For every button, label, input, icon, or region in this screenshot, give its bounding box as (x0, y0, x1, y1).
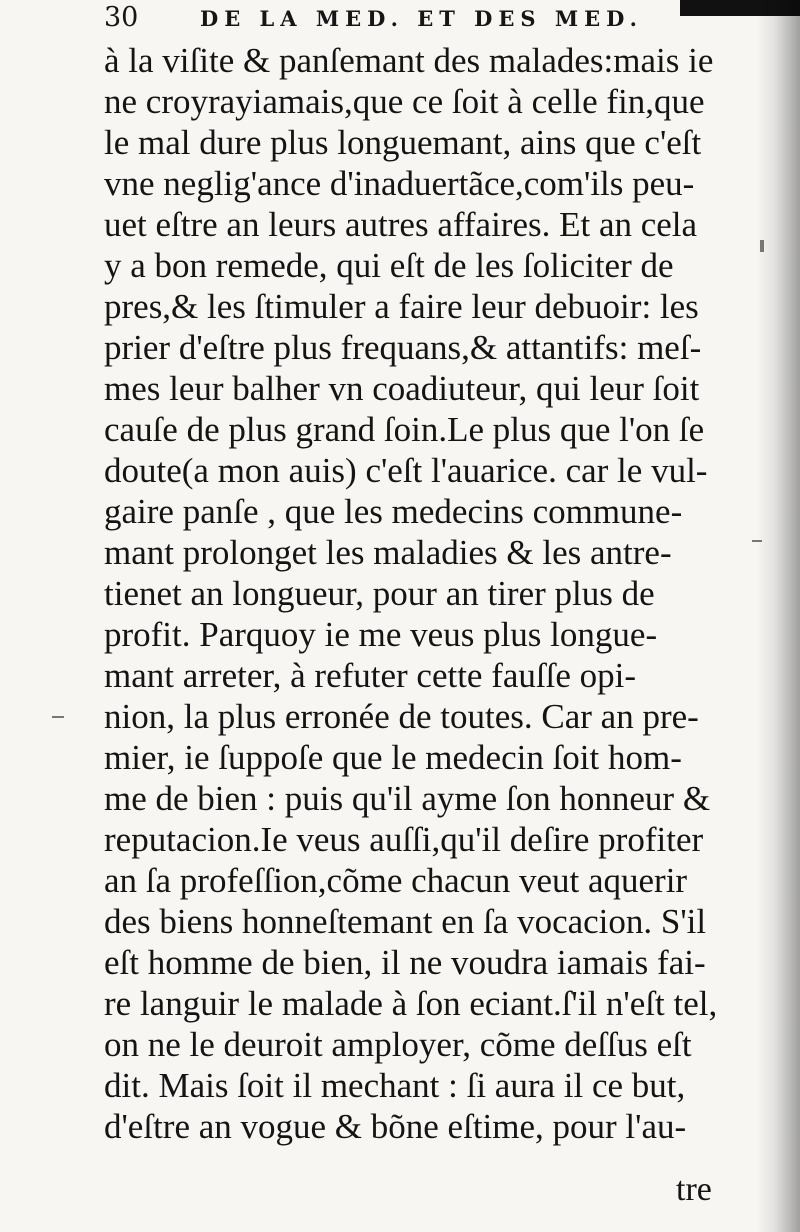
text-line: eſt homme de bien, il ne voudra iamais fai- (104, 943, 706, 982)
text-line: re languir le malade à ſon eciant.ſ'il n'eſt tel, (104, 984, 718, 1023)
text-line: on ne le deuroit amployer, cõme deſſus eſt (104, 1025, 692, 1064)
text-line: prier d'eſtre plus frequans,& attantifs: meſ- (104, 328, 702, 367)
text-line: mant arreter, à refuter cette fauſſe opi- (104, 656, 637, 695)
text-line: an ſa profeſſion,cõme chacun veut aquerir (104, 861, 688, 900)
margin-mark (52, 716, 64, 718)
text-line: gaire panſe , que les medecins commune- (104, 492, 683, 531)
running-head: DE LA MED. ET DES MED. (200, 6, 643, 31)
text-line: cauſe de plus grand ſoin.Le plus que l'on ſe (104, 410, 705, 449)
text-line: pres,& les ſtimuler a faire leur debuoir: les (104, 287, 699, 326)
text-line: doute(a mon auis) c'eſt l'auarice. car le vul- (104, 451, 708, 490)
text-line: à la viſite & panſemant des malades:mais ie (104, 41, 714, 80)
text-line: reputacion.Ie veus auſſi,qu'il deſire profiter (104, 820, 704, 859)
text-line: nion, la plus erronée de toutes. Car an pre- (104, 697, 699, 736)
text-line: vne neglig'ance d'inaduertãce,com'ils peu- (104, 164, 695, 203)
text-line: me de bien : puis qu'il ayme ſon honneur & (104, 779, 711, 818)
catchword: tre (676, 1171, 712, 1208)
text-line: des biens honneſtemant en ſa vocacion. S'il (104, 902, 707, 941)
body-text (104, 40, 754, 1147)
text-line: d'eſtre an vogue & bõne eſtime, pour l'au- (104, 1107, 687, 1146)
text-line: dit. Mais ſoit il mechant : ſi aura il ce but, (104, 1066, 686, 1105)
text-line: le mal dure plus longuemant, ains que c'eſt (104, 123, 702, 162)
margin-mark (760, 240, 764, 252)
page-edge-shadow-right (756, 0, 800, 1232)
text-line: tienet an longueur, pour an tirer plus de (104, 574, 655, 613)
page-number: 30 (104, 2, 139, 33)
text-line: uet eſtre an leurs autres affaires. Et an cela (104, 205, 698, 244)
text-line: mant prolonget les maladies & les antre- (104, 533, 672, 572)
text-line: mier, ie ſuppoſe que le medecin ſoit hom- (104, 738, 682, 777)
text-line: ne croyrayiamais,que ce ſoit à celle fin,que (104, 82, 705, 121)
text-line: profit. Parquoy ie me veus plus longue- (104, 615, 658, 654)
text-line: y a bon remede, qui eſt de les ſoliciter de (104, 246, 674, 285)
page-header (104, 0, 754, 36)
text-line: mes leur balher vn coadiuteur, qui leur ſoit (104, 369, 700, 408)
